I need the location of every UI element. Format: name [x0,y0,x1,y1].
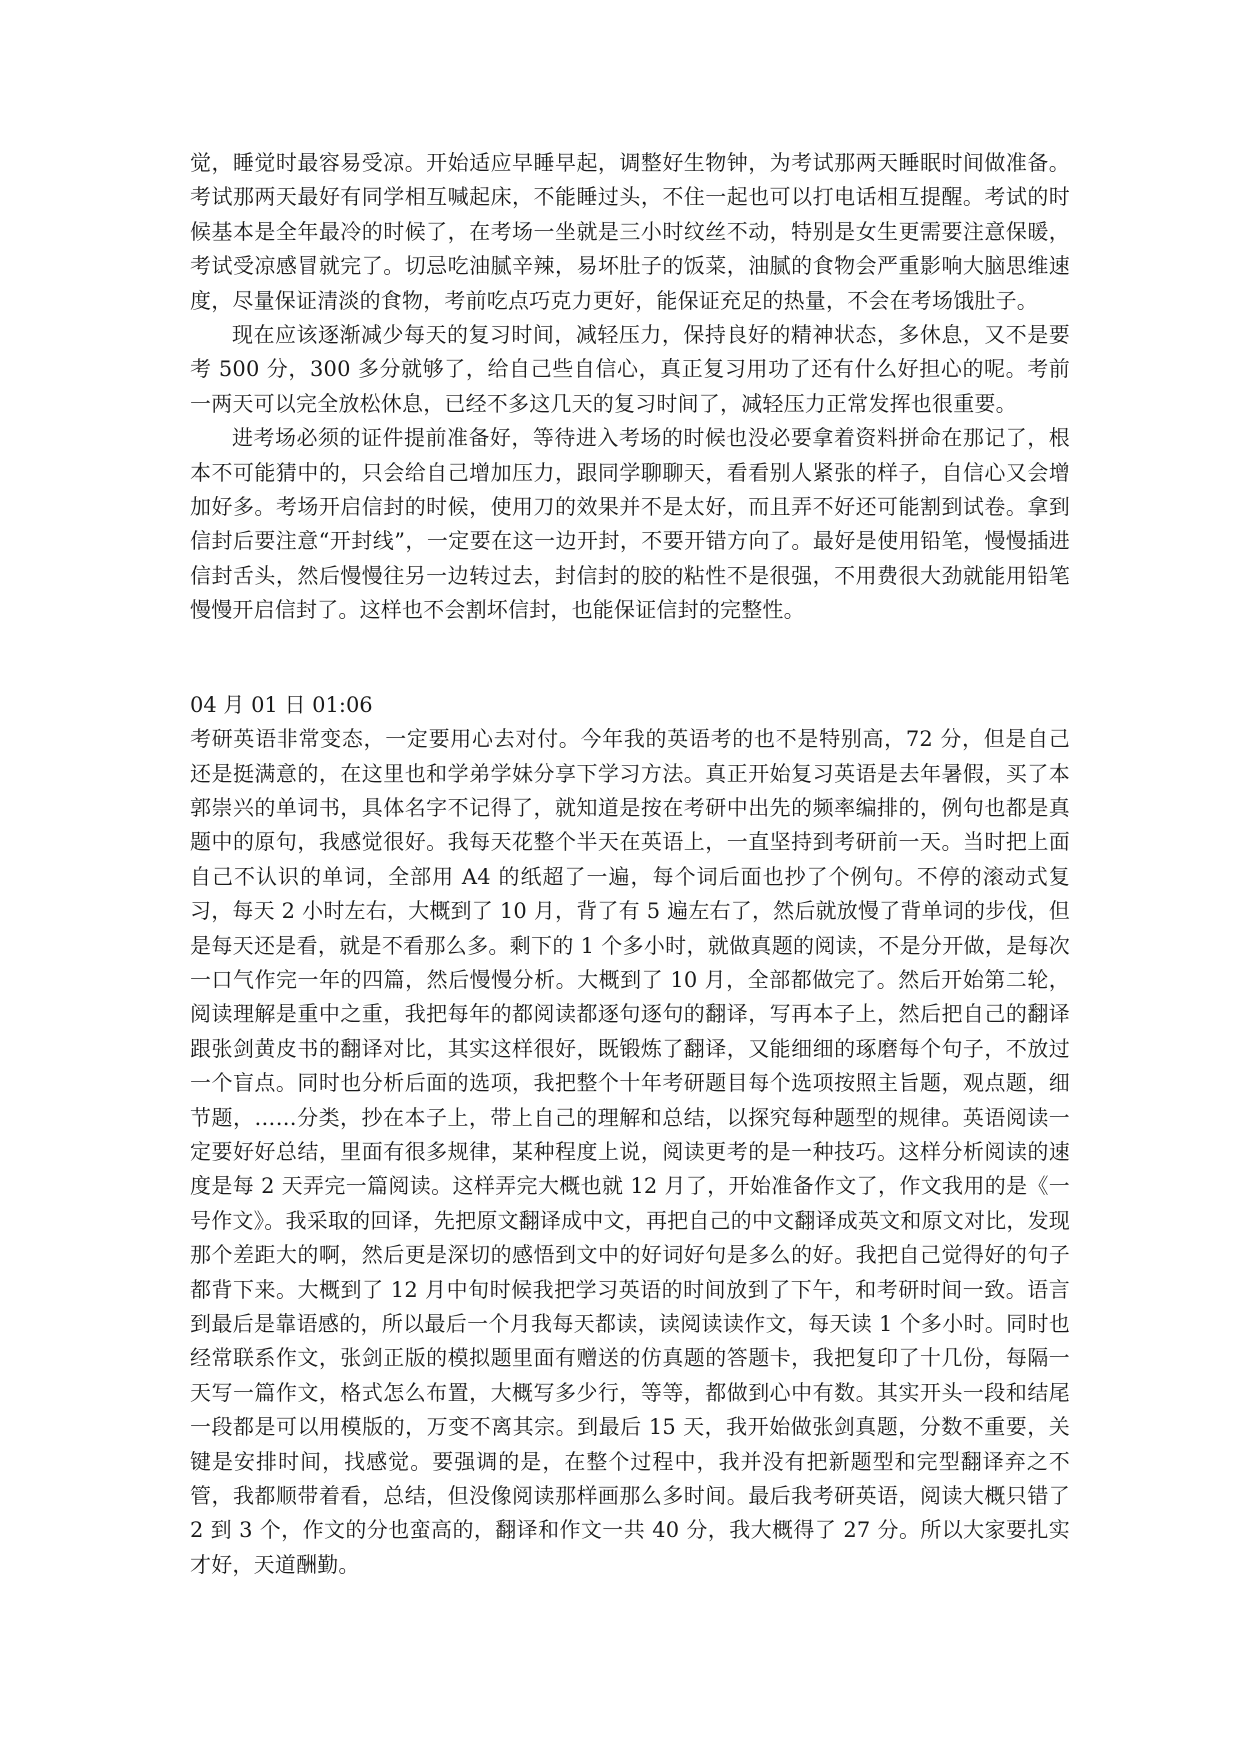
paragraph-reduce-pressure: 现在应该逐渐减少每天的复习时间，减轻压力，保持良好的精神状态，多休息，又不是要考 500 分，300 多分就够了，给自己些自信心，真正复习用功了还有什么好担心的呢。考前一两天可以完全放松休息，已经不多这几天的复习时间了，减轻压力正常发挥也很重要。 [190,323,1070,416]
section-gap [190,628,1070,688]
paragraph-exam-envelope: 进考场必须的证件提前准备好，等待进入考场的时候也没必要拿着资料拼命在那记了，根本不可能猜中的，只会给自己增加压力，跟同学聊聊天，看看别人紧张的样子，自信心又会增加好多。考场开启信封的时候，使用刀的效果并不是太好，而且弄不好还可能割到试卷。拿到信封后要注意“开封线”，一定要在这一边开封，不要开错方向了。最好是使用铅笔，慢慢插进信封舌头，然后慢慢往另一边转过去，封信封的胶的粘性不是很强，不用费很大劲就能用铅笔慢慢开启信封了。这样也不会割坏信封，也能保证信封的完整性。 [190,426,1070,623]
document-page [190,146,1070,1582]
post-timestamp: 04 月 01 日 01:06 [190,692,373,717]
paragraph-exam-health: 觉，睡觉时最容易受凉。开始适应早睡早起，调整好生物钟，为考试那两天睡眠时间做准备。考试那两天最好有同学相互喊起床，不能睡过头，不住一起也可以打电话相互提醒。考试的时候基本是全年最冷的时候了，在考场一坐就是三小时纹丝不动，特别是女生更需要注意保暖，考试受凉感冒就完了。切忌吃油腻辛辣，易坏肚子的饭菜，油腻的食物会严重影响大脑思维速度，尽量保证清淡的食物，考前吃点巧克力更好，能保证充足的热量，不会在考场饿肚子。 [190,151,1070,313]
paragraph-english-study: 考研英语非常变态，一定要用心去对付。今年我的英语考的也不是特别高，72 分，但是自己还是挺满意的，在这里也和学弟学妹分享下学习方法。真正开始复习英语是去年暑假，买了本郭崇兴的单词书，具体名字不记得了，就知道是按在考研中出先的频率编排的，例句也都是真题中的原句，我感觉很好。我每天花整个半天在英语上，一直坚持到考研前一天。当时把上面自己不认识的单词，全部用 A4 的纸超了一遍，每个词后面也抄了个例句。不停的滚动式复习，每天 2 小时左右，大概到了 10 月，背了有 5 遍左右了，然后就放慢了背单词的步伐，但是每天还是看，就是不看那么多。剩下的 1 个多小时，就做真题的阅读，不是分开做，是每次一口气作完一年的四篇，然后慢慢分析。大概到了 10 月，全部都做完了。然后开始第二轮，阅读理解是重中之重，我把每年的都阅读都逐句逐句的翻译，写再本子上，然后把自己的翻译跟张剑黄皮书的翻译对比，其实这样很好，既锻炼了翻译，又能细细的琢磨每个句子，不放过一个盲点。同时也分析后面的选项，我把整个十年考研题目每个选项按照主旨题，观点题，细节题，……分类，抄在本子上，带上自己的理解和总结，以探究每种题型的规律。英语阅读一定要好好总结，里面有很多规律，某种程度上说，阅读更考的是一种技巧。这样分析阅读的速度是每 2 天弄完一篇阅读。这样弄完大概也就 12 月了，开始准备作文了，作文我用的是《一号作文》。我采取的回译，先把原文翻译成中文，再把自己的中文翻译成英文和原文对比，发现那个差距大的啊，然后更是深切的感悟到文中的好词好句是多么的好。我把自己觉得好的句子都背下来。大概到了 12 月中旬时候我把学习英语的时间放到了下午，和考研时间一致。语言到最后是靠语感的，所以最后一个月我每天都读，读阅读读作文，每天读 1 个多小时。同时也经常联系作文，张剑正版的模拟题里面有赠送的仿真题的答题卡，我把复印了十几份，每隔一天写一篇作文，格式怎么布置，大概写多少行，等等，都做到心中有数。其实开头一段和结尾一段都是可以用模版的，万变不离其宗。到最后 15 天，我开始做张剑真题，分数不重要，关键是安排时间，找感觉。要强调的是，在整个过程中，我并没有把新题型和完型翻译弃之不管，我都顺带着看，总结，但没像阅读那样画那么多时间。最后我考研英语，阅读大概只错了 2 到 3 个，作文的分也蛮高的，翻译和作文一共 40 分，我大概得了 27 分。所以大家要扎实才好，天道酬勤。 [190,727,1070,1577]
